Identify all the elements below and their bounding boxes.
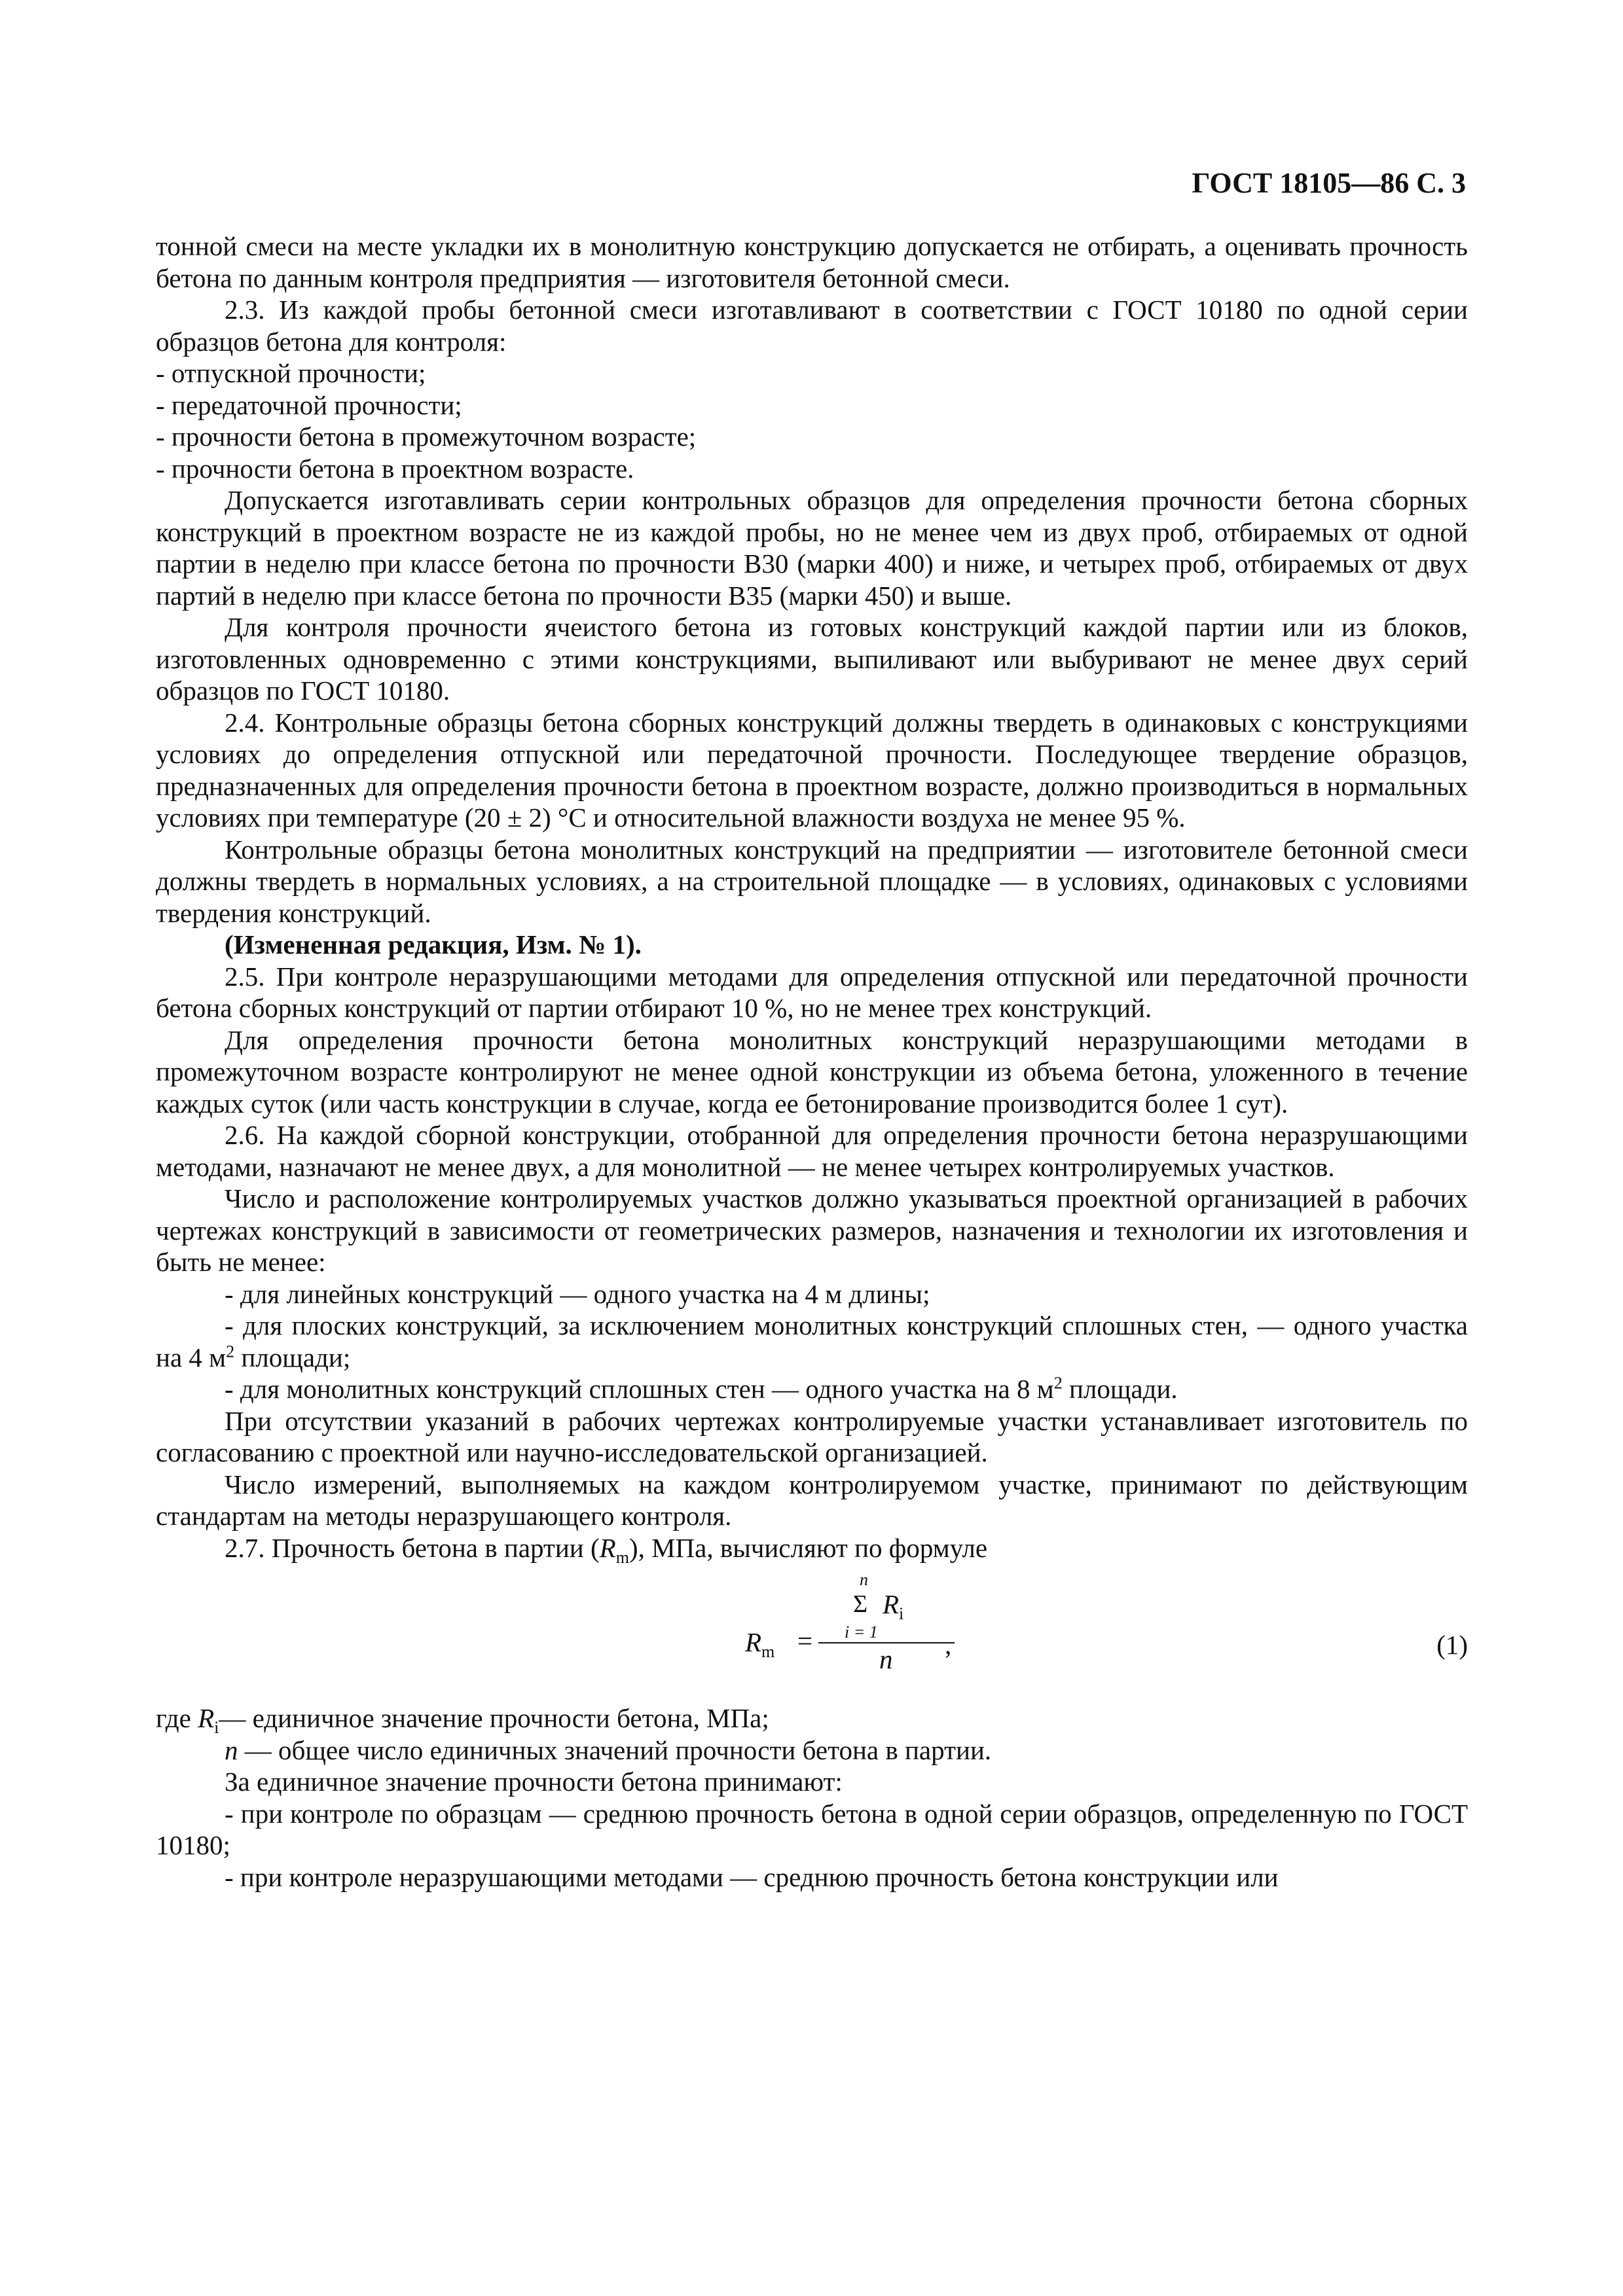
amendment-note: (Измененная редакция, Изм. № 1). (225, 929, 642, 960)
page-header: ГОСТ 18105—86 С. 3 (1192, 167, 1466, 199)
paragraph-measurements-count: Число измерений, выполняемых на каждом контролируемом участке, принимают по действующим стандартам на методы неразрушающего контроля. (156, 1469, 1468, 1531)
clause-2-5: 2.5. При контроле неразрушающими методами для определения отпускной или передаточной прочности бетона сборных конструкций от партии отбирают 10 %, но не менее трех конструкций. (156, 961, 1468, 1023)
list-item: - отпускной прочности; (156, 358, 426, 388)
list-item: - для плоских конструкций, за исключением монолитных конструкций сплошных стен, — одного участка на 4 $м^2$ площади; (156, 1310, 1468, 1372)
sigma-symbol: Σ (853, 1590, 868, 1618)
clause-2-4: 2.4. Контрольные образцы бетона сборных конструкций должны твердеть в одинаковых с конструкциями условиях до определения отпускной или передаточной прочности. Последующее твердение образцов, предназначенных для определения прочности бетона в проектном возрасте, должно производиться в нормальных условиях при температуре (20 ± 2) °С и относительной влажности воздуха не менее 95 %. (156, 707, 1468, 833)
list-item: - для монолитных конструкций сплошных стен — одного участка на 8 $м^2$ площади. (225, 1373, 1178, 1404)
clause-2-7: 2.7. Прочность бетона в партии $(R_m)$, МПа, вычисляют по формуле (225, 1532, 988, 1567)
paragraph-monolithic-curing: Контрольные образцы бетона монолитных конструкций на предприятии — изготовителе бетонной смеси должны твердеть в нормальных условиях, а на строительной площадке — в условиях, одинаковых с условиями твердения конструкций. (156, 834, 1468, 928)
list-item: - для линейных конструкций — одного участка на 4 м длины; (225, 1278, 930, 1309)
formula-comma: , (945, 1630, 952, 1660)
where-ri: где $R_i—$ единичное значение прочности бетона, МПа; (156, 1703, 769, 1738)
sum-lower-limit: i = 1 (845, 1623, 878, 1641)
paragraph-intermediate-age: Для определения прочности бетона монолитных конструкций неразрушающими методами в промежуточном возрасте контролируют не менее одной конструкции из объема бетона, уложенного в течение каждых суток (или часть конструкции в случае, когда ее бетонирование производится более 1 сут). (156, 1024, 1468, 1119)
sum-upper-limit: n (860, 1570, 868, 1589)
paragraph-sampling-series: Допускается изготавливать серии контрольных образцов для определения прочности бетона сборных конструкций в проектном возрасте не из каждой пробы, но не менее чем из двух проб, отбираемых от одной партии в неделю при классе бетона по прочности В30 (марки 400) и ниже, и четырех проб, отбираемых от двух партий в неделю при классе бетона по прочности В35 (марки 450) и выше. (156, 485, 1468, 611)
list-item: - при контроле неразрушающими методами — среднюю прочность бетона конструкции или (225, 1861, 1279, 1892)
formula-mean-strength (745, 1570, 968, 1695)
formula-row (156, 1564, 1468, 1702)
where-n: n — общее число единичных значений прочности бетона в партии. (225, 1734, 992, 1765)
list-item: - при контроле по образцам — среднюю прочность бетона в одной серии образцов, определенную по ГОСТ 10180; (156, 1798, 1468, 1860)
list-item: - передаточной прочности; (156, 389, 462, 420)
paragraph-no-instructions: При отсутствии указаний в рабочих чертежах контролируемые участки устанавливает изготовитель по согласованию с проектной или научно-исследовательской организацией. (156, 1405, 1468, 1467)
document-body (156, 230, 1468, 1893)
paragraph-continuation: тонной смеси на месте укладки их в монолитную конструкцию допускается не отбирать, а оценивать прочность бетона по данным контроля предприятия — изготовителя бетонной смеси. (156, 231, 1468, 293)
list-item: - прочности бетона в промежуточном возрасте; (156, 422, 697, 452)
equals-sign: = (797, 1626, 813, 1656)
formula-lhs: $R_m$ (745, 1627, 775, 1662)
clause-2-3: 2.3. Из каждой пробы бетонной смеси изготавливают в соответствии с ГОСТ 10180 по одной серии образцов бетона для контроля: (156, 295, 1468, 357)
paragraph-controlled-areas: Число и расположение контролируемых участков должно указываться проектной организацией в рабочих чертежах конструкций в зависимости от геометрических размеров, назначения и технологии их изготовления и быть не менее: (156, 1183, 1468, 1277)
formula-number: (1) (1436, 1630, 1468, 1660)
denominator: n (879, 1644, 893, 1674)
paragraph-single-value: За единичное значение прочности бетона принимают: (225, 1767, 843, 1797)
clause-2-6: 2.6. На каждой сборной конструкции, отобранной для определения прочности бетона неразрушающими методами, назначают не менее двух, а для монолитной — не менее четырех контролируемых участков. (156, 1120, 1468, 1182)
paragraph-cellular-concrete: Для контроля прочности ячеистого бетона из готовых конструкций каждой партии или из блоков, изготовленных одновременно с этими конструкциями, выпиливают или выбуривают не менее двух серий образцов по ГОСТ 10180. (156, 612, 1468, 706)
list-item: - прочности бетона в проектном возрасте. (156, 453, 634, 484)
list-control-types (156, 357, 1468, 484)
summand: $R_i$ (883, 1589, 904, 1624)
